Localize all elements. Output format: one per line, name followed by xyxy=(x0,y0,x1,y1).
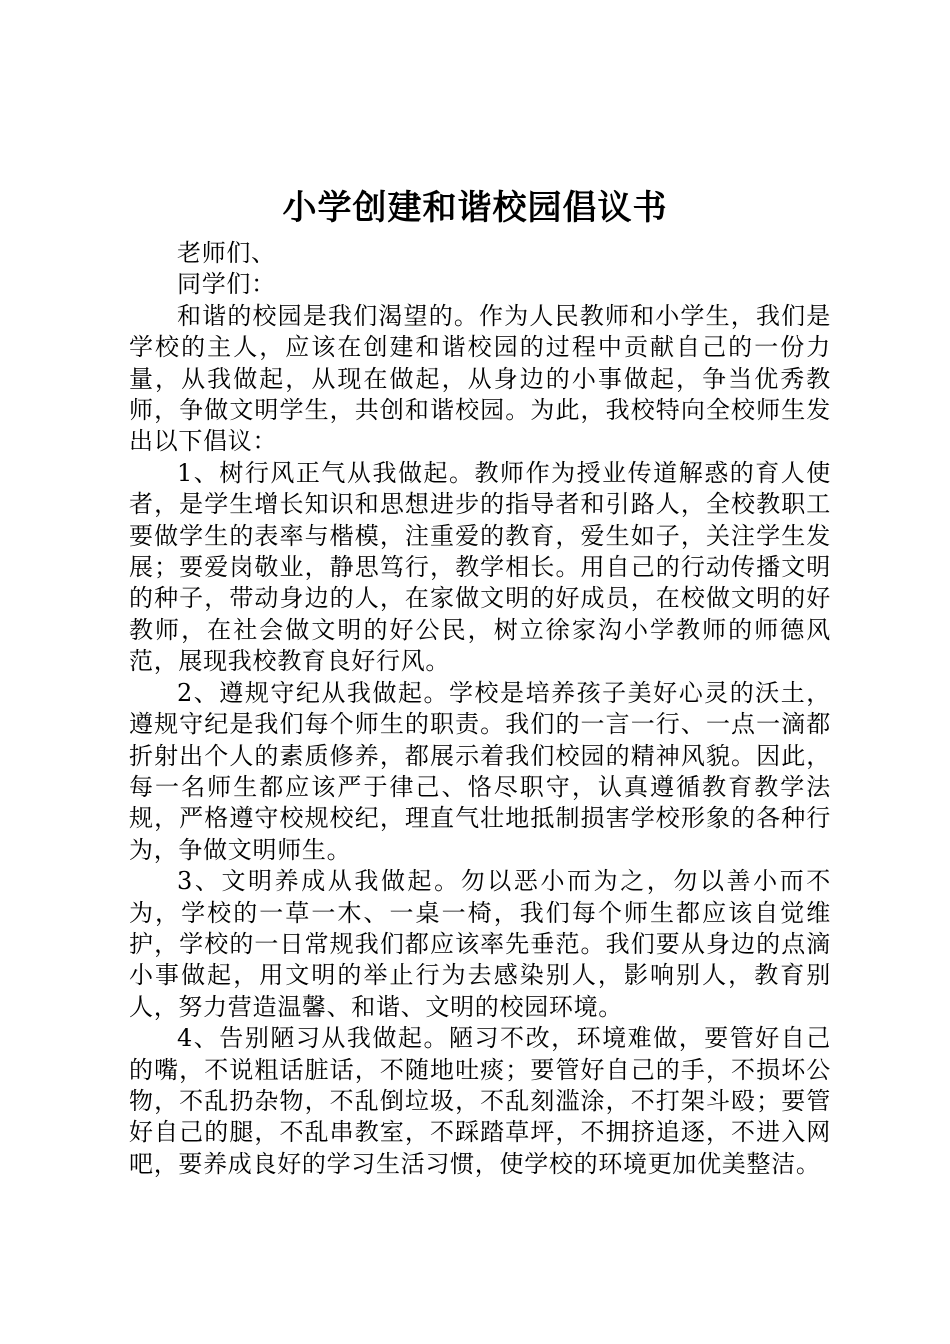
document-title: 小学创建和谐校园倡议书 xyxy=(282,188,668,228)
salutation-students: 同学们： xyxy=(177,270,276,299)
paragraph-item-4: 4、告别陋习从我做起。陋习不改，环境难做，要管好自己的嘴，不说粗话脏话，不随地吐痰；要管好自己的手，不损坏公物，不乱扔杂物，不乱倒垃圾，不乱刻滥涂，不打架斗殴；要管好自己的腿，不乱串教室，不踩踏草坪，不拥挤追逐，不进入网吧，要养成良好的学习生活习惯，使学校的环境更加优美整洁。 xyxy=(129,1024,831,1178)
paragraph-item-2: 2、遵规守纪从我做起。学校是培养孩子美好心灵的沃土，遵规守纪是我们每个师生的职责。我们的一言一行、一点一滴都折射出个人的素质修养，都展示着我们校园的精神风貌。因此，每一名师生都应该严于律己、恪尽职守，认真遵循教育教学法规，严格遵守校规校纪，理直气壮地抵制损害学校形象的各种行为，争做文明师生。 xyxy=(129,678,831,864)
salutation-teachers: 老师们、 xyxy=(177,239,276,267)
paragraph-item-3: 3、文明养成从我做起。勿以恶小而为之，勿以善小而不为，学校的一草一木、一桌一椅，我们每个师生都应该自觉维护，学校的一日常规我们都应该率先垂范。我们要从身边的点滴小事做起，用文明的举止行为去感染别人，影响别人，教育别人，努力营造温馨、和谐、文明的校园环境。 xyxy=(129,867,831,1021)
document-body xyxy=(129,238,831,1180)
paragraph-intro: 和谐的校园是我们渴望的。作为人民教师和小学生，我们是学校的主人，应该在创建和谐校园的过程中贡献自己的一份力量，从我做起，从现在做起，从身边的小事做起，争当优秀教师，争做文明学生，共创和谐校园。为此，我校特向全校师生发出以下倡议： xyxy=(129,301,831,456)
paragraph-item-1: 1、树行风正气从我做起。教师作为授业传道解惑的育人使者，是学生增长知识和思想进步的指导者和引路人，全校教职工要做学生的表率与楷模，注重爱的教育，爱生如子，关注学生发展；要爱岗敬业，静思笃行，教学相长。用自己的行动传播文明的种子，带动身边的人，在家做文明的好成员，在校做文明的好教师，在社会做文明的好公民，树立徐家沟小学教师的师德风范，展现我校教育良好行风。 xyxy=(129,458,831,676)
